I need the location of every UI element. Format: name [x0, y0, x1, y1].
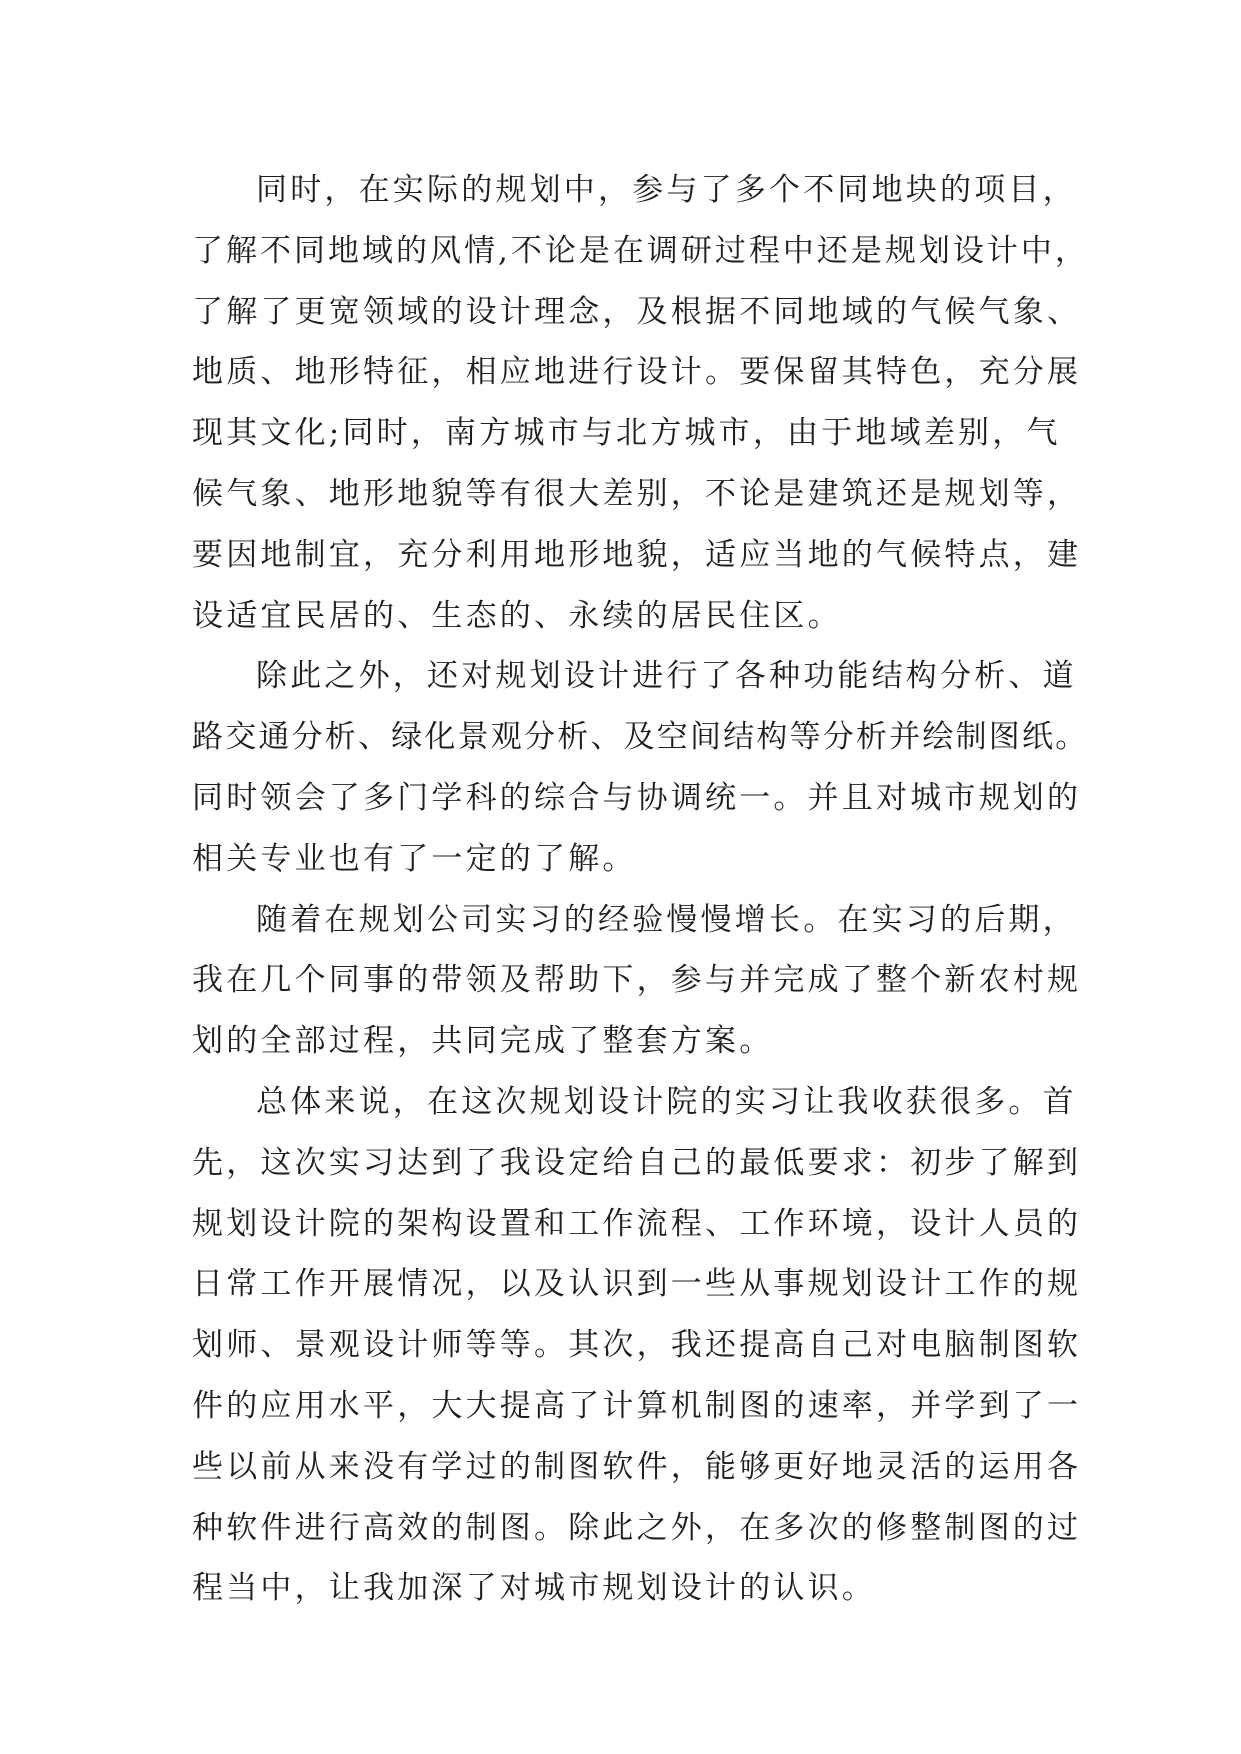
text-line: 划的全部过程，共同完成了整套方案。	[192, 1023, 774, 1060]
paragraph-first-line: 总体来说，在这次规划设计院的实习让我收获很多。首	[256, 1083, 1077, 1120]
text-line: 些以前从来没有学过的制图软件，能够更好地灵活的运用各	[192, 1448, 1082, 1485]
text-line: 日常工作开展情况，以及认识到一些从事规划设计工作的规	[192, 1266, 1082, 1303]
text-line: 件的应用水平，大大提高了计算机制图的速率，并学到了一	[192, 1387, 1082, 1424]
text-line: 规划设计院的架构设置和工作流程、工作环境，设计人员的	[192, 1205, 1082, 1242]
text-line: 了解了更宽领域的设计理念，及根据不同地域的气候气象、	[192, 293, 1082, 330]
text-line: 同时领会了多门学科的综合与协调统一。并且对城市规划的	[192, 779, 1082, 816]
text-line: 我在几个同事的带领及帮助下，参与并完成了整个新农村规	[192, 962, 1082, 999]
text-line: 了解不同地域的风情,不论是在调研过程中还是规划设计中，	[192, 232, 1089, 269]
paragraph-first-line: 随着在规划公司实习的经验慢慢增长。在实习的后期，	[256, 901, 1077, 938]
text-line: 现其文化;同时，南方城市与北方城市，由于地域差别，气	[192, 415, 1061, 452]
text-line: 路交通分析、绿化景观分析、及空间结构等分析并绘制图纸。	[192, 719, 1089, 756]
text-line: 程当中，让我加深了对城市规划设计的认识。	[192, 1570, 876, 1607]
text-line: 先，这次实习达到了我设定给自己的最低要求：初步了解到	[192, 1144, 1082, 1181]
text-line: 候气象、地形地貌等有很大差别，不论是建筑还是规划等，	[192, 475, 1082, 512]
text-line: 要因地制宜，充分利用地形地貌，适应当地的气候特点，建	[192, 536, 1082, 573]
text-line: 划师、景观设计师等等。其次，我还提高自己对电脑制图软	[192, 1327, 1082, 1364]
text-line: 设适宜民居的、生态的、永续的居民住区。	[192, 597, 842, 634]
paragraph-first-line: 除此之外，还对规划设计进行了各种功能结构分析、道	[256, 658, 1077, 695]
text-line: 地质、地形特征，相应地进行设计。要保留其特色，充分展	[192, 354, 1082, 391]
document-body	[192, 160, 1092, 1619]
text-line: 种软件进行高效的制图。除此之外，在多次的修整制图的过	[192, 1509, 1082, 1546]
text-line: 相关专业也有了一定的了解。	[192, 840, 637, 877]
paragraph-first-line: 同时，在实际的规划中，参与了多个不同地块的项目，	[256, 172, 1077, 208]
